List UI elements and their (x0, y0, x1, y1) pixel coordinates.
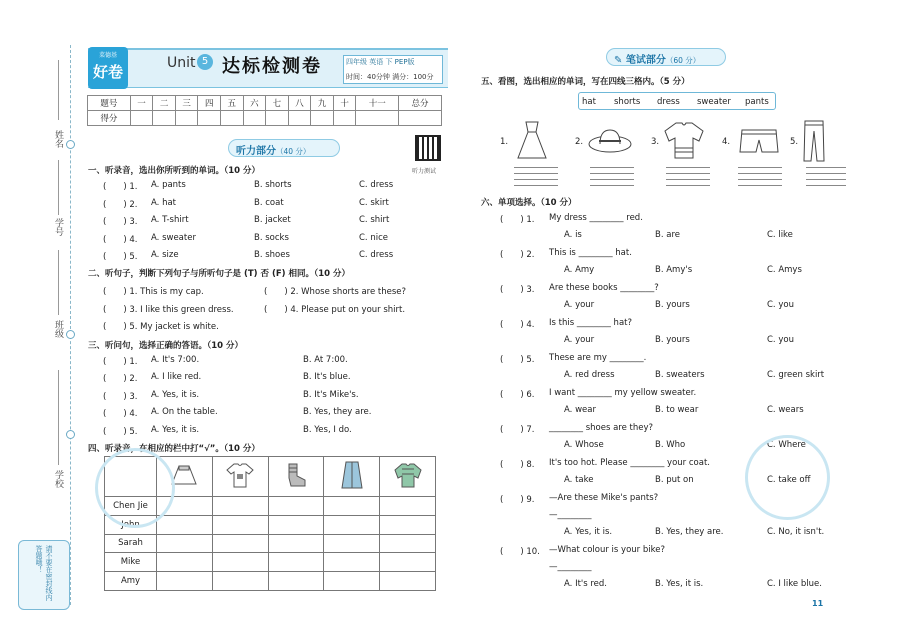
option-c: C. Amys (767, 265, 802, 275)
table-cell: 一 (130, 96, 153, 111)
tick-cell[interactable] (212, 497, 268, 516)
four-line-rule[interactable] (738, 179, 782, 180)
table-row (105, 553, 436, 572)
answer-bracket[interactable]: ( ) 7. (500, 425, 535, 435)
option-b: B. shoes (254, 250, 290, 261)
tick-cell[interactable] (380, 553, 436, 572)
score-field[interactable] (243, 111, 266, 126)
option-a: A. take (564, 475, 594, 485)
watermark-logo (745, 435, 830, 520)
seal-line (70, 45, 71, 605)
unit-word: Unit (167, 55, 196, 71)
option-b: B. Yes, they are. (303, 407, 372, 418)
answer-bracket[interactable]: ( ) 3. (500, 285, 535, 295)
four-line-rule[interactable] (590, 185, 634, 186)
option-a: A. your (564, 300, 595, 310)
coat-icon (324, 457, 380, 497)
student-name: Sarah (105, 534, 157, 553)
score-field[interactable] (153, 111, 176, 126)
option-a: A. Yes, it is. (564, 527, 613, 537)
answer-bracket[interactable]: ( ) 1. (500, 215, 535, 225)
student-name: Amy (105, 572, 157, 591)
option-c: C. skirt (359, 197, 389, 208)
qr-code-icon[interactable] (415, 135, 441, 161)
option-b: B. sweaters (655, 370, 705, 380)
score-field[interactable] (399, 111, 442, 126)
pants-icon (802, 118, 826, 164)
option-b: B. Yes, it is. (655, 579, 704, 589)
binding-hole (66, 140, 75, 149)
answer-bracket[interactable]: ( ) 1. (103, 357, 138, 367)
option-c: C. No, it isn't. (767, 527, 825, 537)
answer-bracket[interactable]: ( ) 2. (500, 250, 535, 260)
tick-cell[interactable] (212, 534, 268, 553)
school-label: 学校 (53, 470, 63, 488)
option-b: B. put on (655, 475, 694, 485)
four-line-rule[interactable] (806, 173, 846, 174)
word-bank-word: hat (582, 97, 596, 107)
answer-bracket[interactable]: ( ) 1. (103, 182, 138, 192)
answer-bracket[interactable]: ( ) 3. (103, 217, 138, 228)
part5-title: 五、看图，选出相应的单词，写在四线三格内。（5 分） (481, 77, 690, 87)
tick-cell[interactable] (157, 553, 213, 572)
option-b: B. shorts (254, 180, 292, 190)
option-b: B. Yes, they are. (655, 527, 724, 537)
shorts-icon (738, 126, 780, 158)
statement-right[interactable]: ( ) 2. Whose shorts are these? (264, 287, 407, 297)
answer-bracket[interactable]: ( ) 5. (103, 426, 138, 437)
option-c: C. dress (359, 180, 394, 190)
option-b: B. socks (254, 232, 289, 243)
tick-cell[interactable] (157, 534, 213, 553)
four-line-rule[interactable] (738, 167, 782, 168)
option-b: B. to wear (655, 405, 699, 415)
score-field[interactable] (311, 111, 334, 126)
tick-cell[interactable] (324, 515, 380, 534)
dress-icon (512, 120, 552, 162)
option-a: A. red dress (564, 370, 615, 380)
part2-title: 二、听句子，判断下列句子与所听句子是 (T) 否 (F) 相同。（10 分） (88, 269, 351, 279)
answer-bracket[interactable]: ( ) 2. (103, 374, 138, 385)
option-b: B. yours (655, 335, 690, 345)
sweater-icon (380, 457, 436, 497)
page-number: 11 (812, 599, 824, 608)
four-line-rule[interactable] (514, 185, 558, 186)
question-text: —What colour is your bike? (549, 545, 665, 555)
picture-number: 1. (500, 137, 509, 147)
option-a: A. is (564, 230, 582, 240)
four-line-rule[interactable] (514, 179, 558, 180)
binding-hole (66, 430, 75, 439)
option-b: B. Amy's (655, 265, 693, 275)
tick-cell[interactable] (380, 534, 436, 553)
option-c: C. you (767, 335, 794, 345)
tick-cell[interactable] (324, 534, 380, 553)
option-a: A. pants (151, 180, 186, 190)
tick-cell[interactable] (157, 572, 213, 591)
table-cell: 总分 (399, 96, 442, 111)
table-cell: 得分 (88, 111, 131, 126)
option-b: B. are (655, 230, 680, 240)
part3-title: 三、听问句，选择正确的答语。（10 分） (88, 341, 244, 351)
part4-title: 四、听录音，在相应的栏中打“√”。（10 分） (88, 444, 260, 454)
tick-cell[interactable] (268, 572, 324, 591)
question-text: I want ________ my yellow sweater. (549, 388, 697, 398)
table-cell: 二 (153, 96, 176, 111)
option-a: A. On the table. (151, 407, 218, 418)
part6-title: 六、单项选择。（10 分） (481, 198, 577, 208)
score-field[interactable] (220, 111, 243, 126)
brand-logo: 菜德基 好卷 (88, 47, 128, 89)
score-field[interactable] (130, 111, 153, 126)
question-text: It's too hot. Please ________ your coat. (549, 458, 710, 468)
table-row (105, 534, 436, 553)
statement-right[interactable]: ( ) 4. Please put on your shirt. (264, 304, 406, 315)
answer-bracket[interactable]: ( ) 5. (500, 355, 535, 365)
answer-bracket[interactable]: ( ) 4. (103, 409, 138, 420)
option-a: A. T-shirt (151, 215, 189, 226)
hat-icon (586, 124, 634, 158)
question-text: ________ shoes are they? (549, 423, 654, 433)
name-underline (58, 60, 59, 120)
answer-bracket[interactable]: ( ) 5. (103, 252, 138, 263)
table-cell: 十 (333, 96, 356, 111)
option-c: C. green skirt (767, 370, 825, 380)
score-field[interactable] (175, 111, 198, 126)
option-a: A. wear (564, 405, 596, 415)
option-c: C. dress (359, 250, 394, 261)
option-a: A. Yes, it is. (151, 424, 200, 435)
statement-left[interactable]: ( ) 5. My jacket is white. (103, 322, 219, 332)
option-b: B. jacket (254, 215, 291, 226)
option-c: C. Where (767, 440, 806, 450)
option-c: C. shirt (359, 215, 390, 226)
score-field[interactable] (356, 111, 399, 126)
option-c: C. take off (767, 475, 811, 485)
question-text: These are my ________. (549, 353, 647, 363)
answer-bracket[interactable]: ( ) 4. (103, 234, 138, 245)
table-cell: 四 (198, 96, 221, 111)
option-a: A. size (151, 250, 179, 261)
student-name: Chen Jie (105, 497, 157, 516)
socks-icon (268, 457, 324, 497)
four-line-rule[interactable] (514, 167, 558, 168)
four-line-rule[interactable] (806, 179, 846, 180)
option-a: A. Whose (564, 440, 604, 450)
option-c: C. like (767, 230, 793, 240)
answer-bracket[interactable]: ( ) 8. (500, 460, 535, 470)
four-line-rule[interactable] (806, 185, 846, 186)
answer-bracket[interactable]: ( ) 6. (500, 390, 535, 400)
question-text: Is this ________ hat? (549, 318, 632, 328)
option-b: B. yours (655, 300, 690, 310)
watermark-logo (95, 448, 175, 528)
tick-cell[interactable] (268, 515, 324, 534)
tick-cell[interactable] (157, 515, 213, 534)
score-field[interactable] (198, 111, 221, 126)
answer-blank[interactable]: —________ (549, 510, 592, 520)
option-c: C. wears (767, 405, 804, 415)
tick-cell[interactable] (268, 534, 324, 553)
answer-bracket[interactable]: ( ) 10. (500, 547, 540, 557)
picture-number: 4. (722, 137, 731, 147)
option-a: A. your (564, 335, 595, 345)
option-b: B. coat (254, 197, 284, 208)
question-text: My dress ________ red. (549, 213, 643, 223)
score-header-row (88, 96, 442, 111)
school-underline (58, 370, 59, 465)
option-a: A. sweater (151, 232, 196, 243)
statement-left[interactable]: ( ) 1. This is my cap. (103, 287, 204, 297)
binding-margin (0, 0, 78, 640)
word-bank-word: sweater (697, 97, 731, 107)
table-cell: 十一 (356, 96, 399, 111)
word-bank-word: dress (657, 97, 680, 107)
tick-cell[interactable] (380, 572, 436, 591)
option-b: B. It's Mike's. (303, 389, 359, 400)
statement-left[interactable]: ( ) 3. I like this green dress. (103, 304, 234, 315)
four-line-rule[interactable] (590, 167, 634, 168)
picture-number: 3. (651, 137, 660, 147)
name-label: 姓名 (53, 130, 63, 148)
four-line-rule[interactable] (738, 173, 782, 174)
table-cell: 题号 (88, 96, 131, 111)
question-text: —Are these Mike's pants? (549, 493, 659, 503)
paper-title: 达标检测卷 (222, 56, 322, 77)
tick-cell[interactable] (212, 572, 268, 591)
option-a: A. It's 7:00. (151, 355, 200, 365)
option-b: B. Yes, I do. (303, 424, 352, 435)
answer-blank[interactable]: —________ (549, 562, 592, 572)
class-underline (58, 250, 59, 315)
school-number-label: 学号 (53, 218, 63, 236)
word-bank-word: shorts (614, 97, 641, 107)
four-line-rule[interactable] (514, 173, 558, 174)
table-cell: 七 (266, 96, 289, 111)
student-name: John (105, 515, 157, 534)
option-b: B. Who (655, 440, 686, 450)
writing-title: ✎ 笔试部分（60 分） (614, 55, 701, 66)
four-line-rule[interactable] (806, 167, 846, 168)
four-line-rule[interactable] (666, 167, 710, 168)
tick-cell[interactable] (324, 497, 380, 516)
option-c: C. you (767, 300, 794, 310)
table-row (105, 572, 436, 591)
picture-number: 5. (790, 137, 799, 147)
answer-bracket[interactable]: ( ) 4. (500, 320, 535, 330)
score-field[interactable] (266, 111, 289, 126)
tick-cell[interactable] (324, 572, 380, 591)
answer-bracket[interactable]: ( ) 2. (103, 199, 138, 210)
option-a: A. Yes, it is. (151, 389, 200, 400)
table-cell: 八 (288, 96, 311, 111)
option-a: A. Amy (564, 265, 595, 275)
table-cell: 九 (311, 96, 334, 111)
table-cell: 三 (175, 96, 198, 111)
option-a: A. hat (151, 197, 176, 208)
tick-cell[interactable] (380, 497, 436, 516)
option-a: A. I like red. (151, 372, 202, 383)
pencil-icon: ✎ (614, 55, 626, 66)
qr-label: 听力测试 (412, 168, 437, 175)
option-b: B. At 7:00. (303, 355, 348, 365)
score-field[interactable] (288, 111, 311, 126)
option-a: A. It's red. (564, 579, 608, 589)
question-text: Are these books ________? (549, 283, 659, 293)
tick-cell[interactable] (268, 553, 324, 572)
tick-cell[interactable] (212, 553, 268, 572)
tick-cell[interactable] (268, 497, 324, 516)
tshirt-icon (212, 457, 268, 497)
four-line-rule[interactable] (666, 179, 710, 180)
grade-info: 四年级 英语 下 PEP版 (346, 58, 415, 66)
listening-title: 听力部分（40 分） (236, 146, 311, 157)
option-c: C. I like blue. (767, 579, 822, 589)
picture-number: 2. (575, 137, 584, 147)
four-line-rule[interactable] (590, 179, 634, 180)
score-table (87, 95, 442, 126)
student-name: Mike (105, 553, 157, 572)
answer-bracket[interactable]: ( ) 3. (103, 391, 138, 402)
tick-cell[interactable] (212, 515, 268, 534)
four-line-rule[interactable] (666, 185, 710, 186)
option-b: B. It's blue. (303, 372, 351, 383)
tick-cell[interactable] (324, 553, 380, 572)
word-bank-word: pants (745, 97, 769, 107)
sweater-picture-icon (662, 120, 706, 162)
four-line-rule[interactable] (666, 173, 710, 174)
option-c: C. nice (359, 232, 388, 243)
time-info: 时间：40分钟 满分：100分 (346, 73, 434, 81)
answer-bracket[interactable]: ( ) 9. (500, 495, 535, 505)
four-line-rule[interactable] (590, 173, 634, 174)
number-underline (58, 160, 59, 215)
score-value-row (88, 111, 442, 126)
score-field[interactable] (333, 111, 356, 126)
tick-cell[interactable] (380, 515, 436, 534)
four-line-rule[interactable] (738, 185, 782, 186)
class-label: 班级 (53, 320, 63, 338)
table-cell: 六 (243, 96, 266, 111)
table-cell: 五 (220, 96, 243, 111)
binding-hole (66, 330, 75, 339)
unit-number: 5 (197, 54, 213, 70)
question-text: This is ________ hat. (549, 248, 632, 258)
part1-title: 一、听录音，选出你所听到的单词。（10 分） (88, 166, 261, 176)
mascot-notice: 请不要在密封线内答题哦！ (18, 540, 70, 610)
